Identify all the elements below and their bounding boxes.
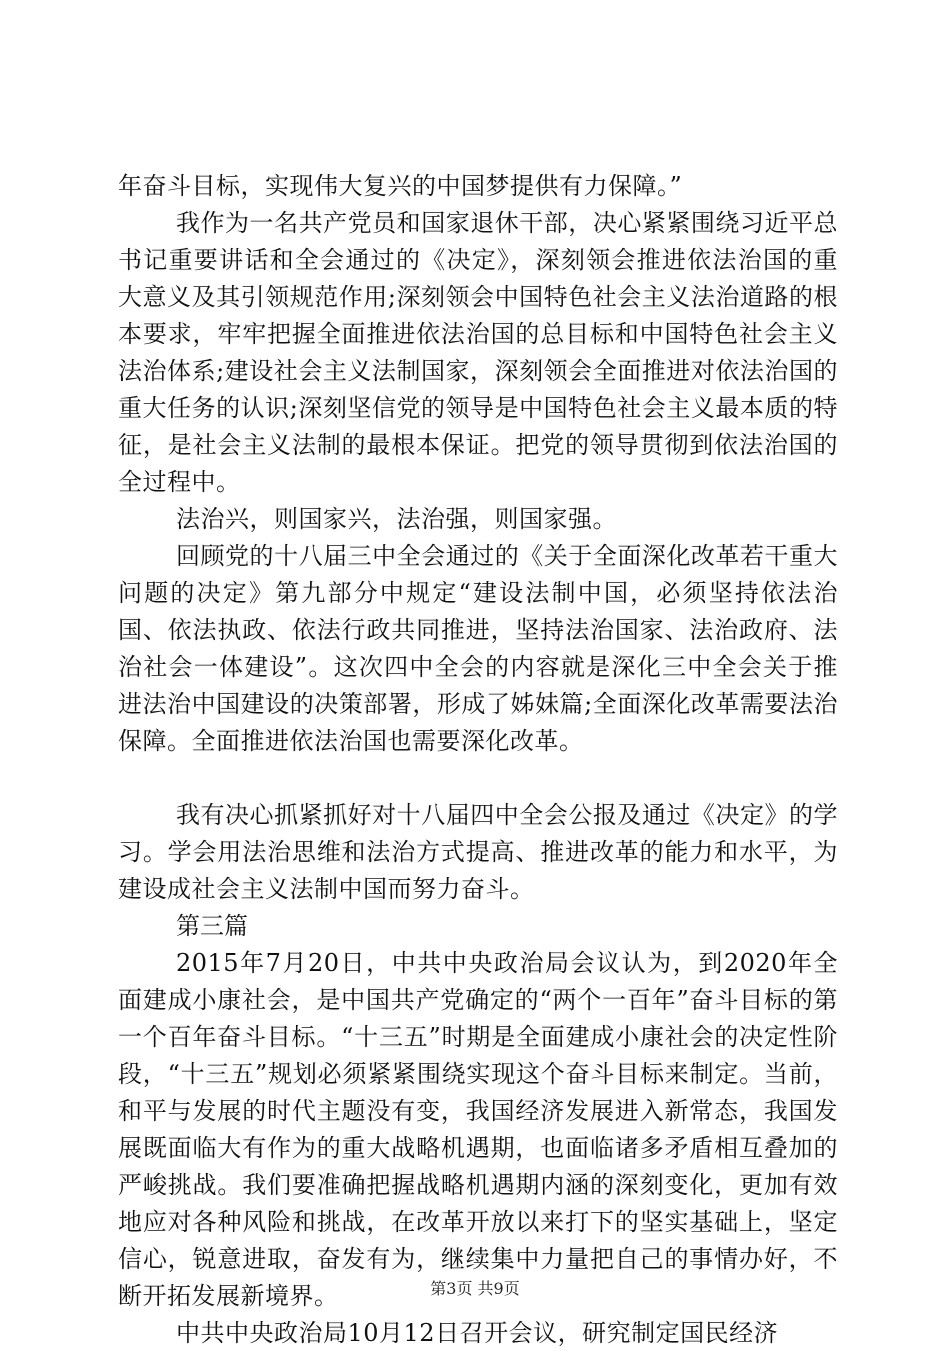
paragraph-4: 回顾党的十八届三中全会通过的《关于全面深化改革若干重大问题的决定》第九部分中规定“建设法制中国，必须坚持依法治国、依法执政、依法行政共同推进，坚持法治国家、法治政府、法治社会一体建设”。这次四中全会的内容就是深化三中全会关于推进法治中国建设的决策部署，形成了姊妹篇;全面深化改革需要法治保障。全面推进依法治国也需要深化改革。 bbox=[118, 542, 838, 755]
document-body bbox=[118, 168, 838, 1352]
paragraph-1: 年奋斗目标，实现伟大复兴的中国梦提供有力保障。” bbox=[118, 172, 683, 200]
paragraph-3: 法治兴，则国家兴，法治强，则国家强。 bbox=[176, 505, 617, 533]
page-number-footer: 第3页 共9页 bbox=[430, 1279, 520, 1298]
paragraph-5: 我有决心抓紧抓好对十八届四中全会公报及通过《决定》的学习。学会用法治思维和法治方式提高、推进改革的能力和水平，为建设成社会主义法制中国而努力奋斗。 bbox=[118, 801, 838, 903]
paragraph-2: 我作为一名共产党员和国家退休干部，决心紧紧围绕习近平总书记重要讲话和全会通过的《决定》，深刻领会推进依法治国的重大意义及其引领规范作用;深刻领会中国特色社会主义法治道路的根本要求，牢牢把握全面推进依法治国的总目标和中国特色社会主义法治体系;建设社会主义法制国家，深刻领会全面推进对依法治国的重大任务的认识;深刻坚信党的领导是中国特色社会主义最本质的特征，是社会主义法制的最根本保证。把党的领导贯彻到依法治国的全过程中。 bbox=[118, 209, 838, 496]
blank-line bbox=[118, 760, 838, 797]
paragraph-7: 中共中央政治局10月12日召开会议，研究制定国民经济 bbox=[176, 1319, 779, 1347]
paragraph-6: 2015年7月20日，中共中央政治局会议认为，到2020年全面建成小康社会，是中国共产党确定的“两个一百年”奋斗目标的第一个百年奋斗目标。“十三五”时期是全面建成小康社会的决定性阶段，“十三五”规划必须紧紧围绕实现这个奋斗目标来制定。当前，和平与发展的时代主题没有变，我国经济发展进入新常态，我国发展既面临大有作为的重大战略机遇期，也面临诸多矛盾相互叠加的严峻挑战。我们要准确把握战略机遇期内涵的深刻变化，更加有效地应对各种风险和挑战，在改革开放以来打下的坚实基础上，坚定信心，锐意进取，奋发有为，继续集中力量把自己的事情办好，不断开拓发展新境界。 bbox=[118, 949, 838, 1310]
section-heading: 第三篇 bbox=[176, 912, 248, 940]
